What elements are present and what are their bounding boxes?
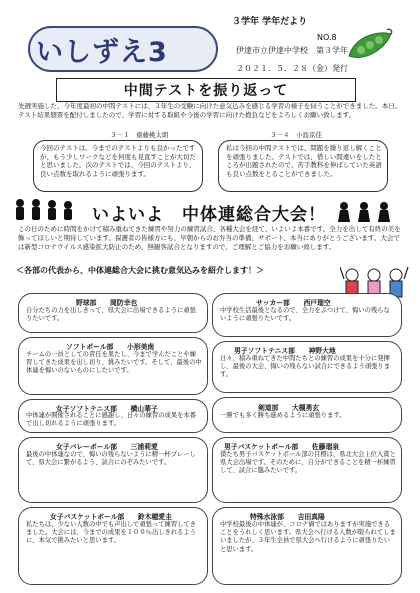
club-message-header: 野球部 岡防幸也: [76, 299, 138, 307]
pea-pod-icon: [345, 26, 395, 68]
newsletter-logo: いしずえ3: [36, 37, 168, 68]
club-message-text: 私たちは、少ない人数の中でも声出しで頑張って練習してきました。大会には、今までの成果を１００％出しきれるように、本気で挑みたいと思います。: [26, 521, 197, 545]
club-message-header: 男子ソフトテニス部 神野大地: [234, 347, 336, 355]
quote-author-1: ３－１ 齋藤桃太朗: [110, 131, 169, 139]
club-message-header: ソフトボール部 小形美南: [66, 343, 155, 351]
club-message-header: 女子バスケットボール部 鈴木穂愛圭: [50, 513, 172, 521]
section-title-tournament: いよいよ 中体連総合大会！: [92, 205, 326, 225]
club-message-header: 特殊水泳部 吉田真陽: [250, 513, 325, 521]
club-message-text: 日々、積み重ねてきた中間たちとの練習の成果を十分に発揮し、最後の大会、悔いの残らない試合にできるよう頑張ります。: [220, 355, 391, 379]
quote-text-1: 今回のテストは、今までのテストよりも良かったですが、もう少しワークなどを何度も見直すことが大切だと思いました。次のテストでは、今回のテストより、良い点数を取れるように頑張ります。: [40, 144, 196, 178]
issue-date: ２０２１．５．２８（金）発行: [236, 64, 348, 73]
club-message-header: 女子バレーボール部 三浦莉愛: [56, 443, 158, 451]
athletes-illustration-icon: [10, 198, 80, 226]
runners-illustration-icon: [332, 200, 402, 228]
club-message-header: 男子バスケットボール部 佐藤瑠泉: [224, 443, 340, 451]
club-message-text: 中学校最後の中体連が、コロナ禍ではありますが実施できることをうれしく思います。県大会へ行ける人数が限られてしまいましたが、３年生全員で県大会へ行けるように頑張りたいと思います。: [220, 521, 396, 553]
club-messages-heading: ＜各部の代表から、中体連総合大会に挑む意気込みを紹介します！＞: [16, 266, 264, 275]
club-message-text: 中学校生活最後となるので、全力をぶつけて、悔いの残らないように頑張りたいです。: [220, 307, 390, 323]
club-message-text: 最後の中体連なので、悔いの残らないように精一杯プレーして、県大会に繋がるよう、試合にのぞみたいです。: [26, 451, 196, 467]
section-title-midterm: 中間テストを振り返って: [123, 83, 289, 99]
club-message-text: 僕たち男子バスケットボール部の目標は、県北大会上位入賞と県大会出場です。そのために、自分ができることを精一杯練習して、試合に臨みたいです。: [220, 451, 396, 475]
issue-number: NO.8: [317, 33, 337, 42]
club-message-header: サッカー部 西戸瑠空: [256, 299, 331, 307]
club-message-text: 中体連が開催されることに感謝し、日々の練習の成果を本番で出し切れるように頑張ります。: [26, 412, 197, 428]
club-message-text: チームの一員としての責任を果たし、今まで学んだことや練習してきた成果を出し切り、挑みたいです。そして、最後の中体連を悔いのないものにしたいです。: [26, 351, 202, 375]
club-message-text: 自分たちの力を出しきって、県大会に出場できるように頑張りたいです。: [26, 307, 196, 323]
school-name: 伊達市立伊達中学校 第３学年: [236, 46, 348, 55]
newsletter-title: ３学年 学年だより: [232, 17, 308, 27]
club-message-header: 女子ソフトテニス部 横山華子: [56, 405, 158, 413]
tournament-intro-text: この日のために時間をかけて積み重ねてきた練習や努力の練習試合、各種大会を経て、いよいよ本番です。全力を出して有終の美を飾ってほしいと期待しています。保護者の皆様方にも、早朝からのお弁当の準備、サポート、本当にありがとうございます。大会では新型コロナウイルス感染拡大防止のため、無観客試合となりますので、ご理解とご協力をお願い致します。: [18, 225, 401, 251]
midterm-intro-text: 先週実施した、今年度最初の中間テストには、３年生の受験に向けた意気込みを感じる学習の様子を伺うことができました。本日、テスト結果個票を配付しましたので、学習に対する取組や今後の学習に向けた抱負などをよろしくお願い致します。: [18, 102, 402, 119]
club-message-header: 剣道部 大槻勇玄: [258, 404, 320, 412]
quote-text-2: 私は今回の中間テストでは、問題を繰り返し解くことを頑張りました。テストでは、惜しい間違いをしたところが出題されたので、苦手教科を伸ばしていた英語も良い点数をとることができました。: [226, 144, 382, 178]
club-message-text: 一勝でも多く勝ち進めるように頑張ります。: [220, 412, 346, 419]
quote-author-2: ３－４ 小島京佳: [270, 131, 322, 139]
